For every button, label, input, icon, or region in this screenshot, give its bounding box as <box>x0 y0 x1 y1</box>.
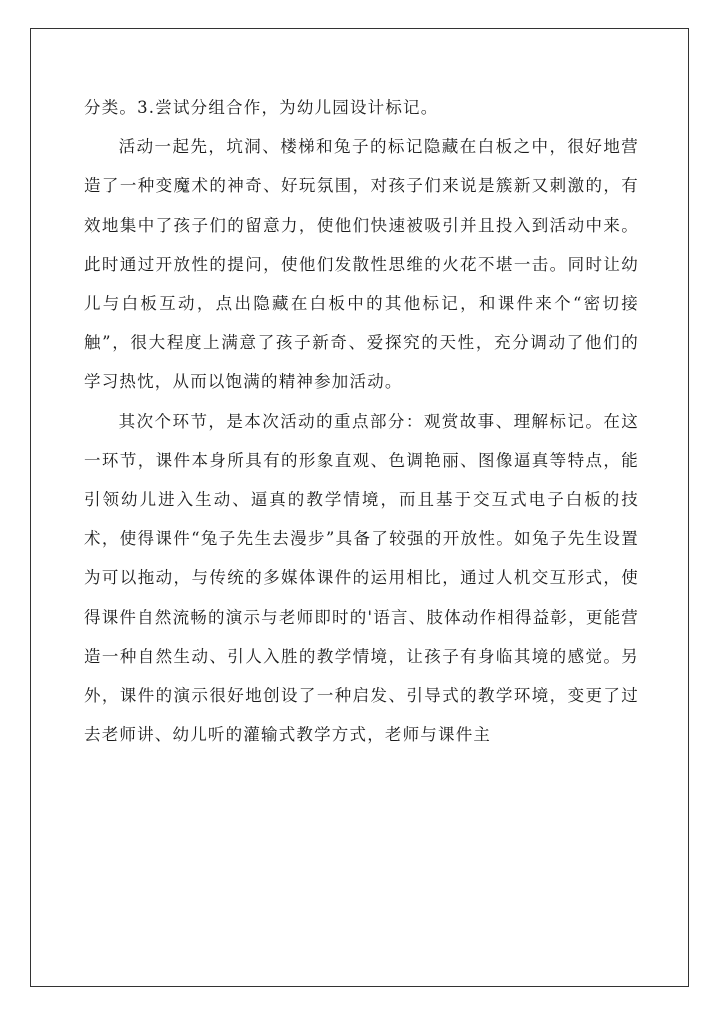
paragraph-2: 活动一起先，坑洞、楼梯和兔子的标记隐藏在白板之中，很好地营造了一种变魔术的神奇、好玩氛围，对孩子们来说是簇新又刺激的，有效地集中了孩子们的留意力，使他们快速被吸引并且投入到活动中来。此时通过开放性的提问，使他们发散性思维的火花不堪一击。同时让幼儿与白板互动，点出隐藏在白板中的其他标记，和课件来个“密切接触”，很大程度上满意了孩子新奇、爱探究的天性，充分调动了他们的学习热忱，从而以饱满的精神参加活动。 <box>84 137 639 392</box>
paragraph-3: 其次个环节，是本次活动的重点部分：观赏故事、理解标记。在这一环节，课件本身所具有的形象直观、色调艳丽、图像逼真等特点，能引领幼儿进入生动、逼真的教学情境，而且基于交互式电子白板的技术，使得课件“兔子先生去漫步”具备了较强的开放性。如兔子先生设置为可以拖动，与传统的多媒体课件的运用相比，通过人机交互形式，使得课件自然流畅的演示与老师即时的'语言、肢体动作相得益彰，更能营造一种自然生动、引人入胜的教学情境，让孩子有身临其境的感觉。另外，课件的演示很好地创设了一种启发、引导式的教学环境，变更了过去老师讲、幼儿听的灌输式教学方式，老师与课件主 <box>84 411 639 745</box>
document-body <box>84 88 639 754</box>
paragraph-1: 分类。3.尝试分组合作，为幼儿园设计标记。 <box>84 98 439 117</box>
